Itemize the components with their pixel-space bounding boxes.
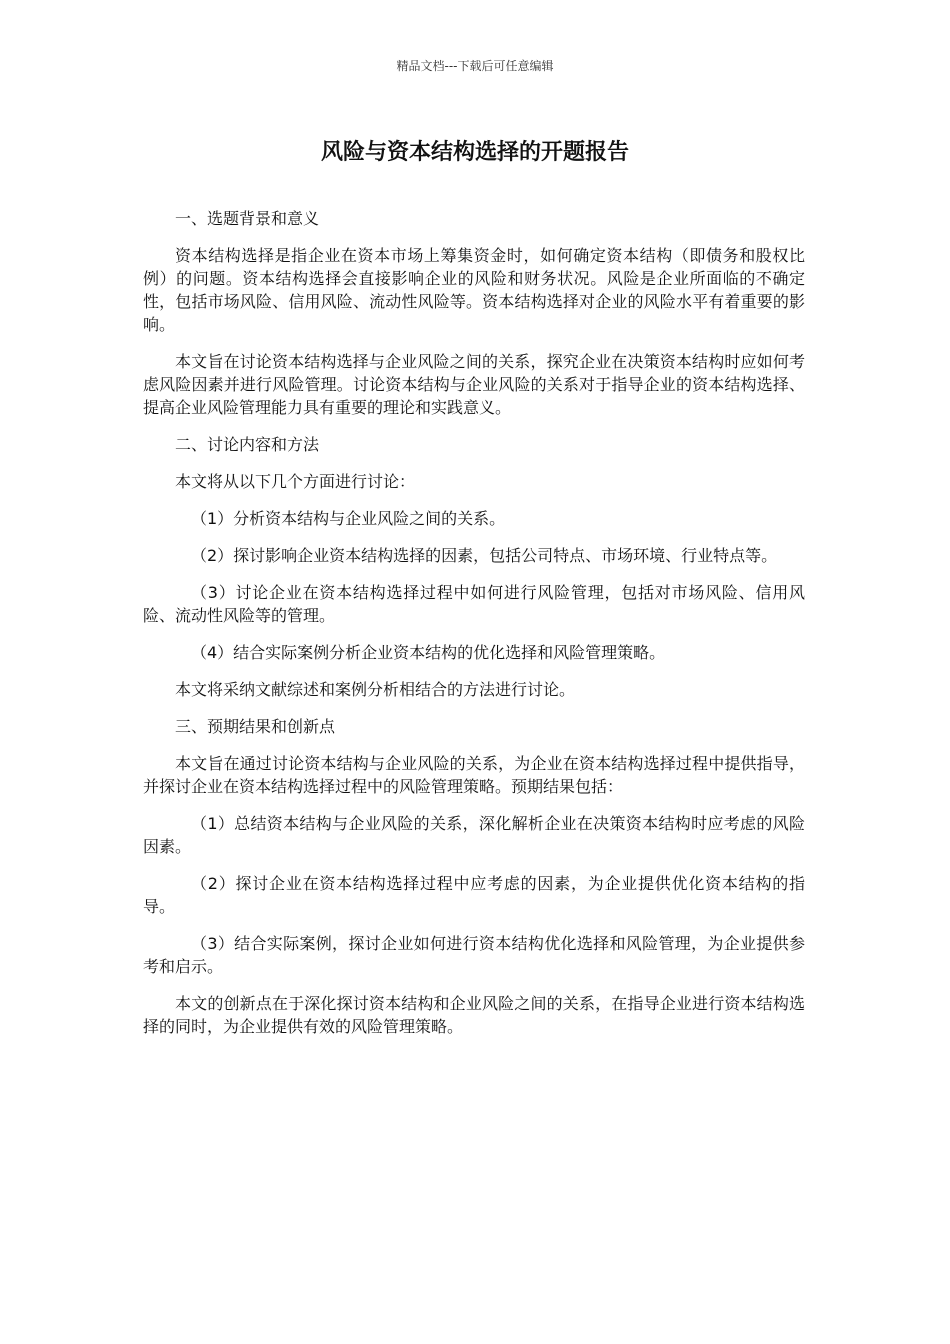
body-paragraph: 本文的创新点在于深化探讨资本结构和企业风险之间的关系，在指导企业进行资本结构选择的同时，为企业提供有效的风险管理策略。 [143, 994, 805, 1036]
body-paragraph: 本文旨在通过讨论资本结构与企业风险的关系，为企业在资本结构选择过程中提供指导，并探讨企业在资本结构选择过程中的风险管理策略。预期结果包括： [143, 754, 805, 796]
body-paragraph: 本文将从以下几个方面进行讨论： [175, 472, 416, 491]
page-header: 精品文档---下载后可任意编辑 [396, 59, 554, 73]
body-paragraph: 本文将采纳文献综述和案例分析相结合的方法进行讨论。 [175, 680, 576, 699]
list-item: （2）探讨企业在资本结构选择过程中应考虑的因素，为企业提供优化资本结构的指导。 [143, 874, 805, 916]
list-item: （2）探讨影响企业资本结构选择的因素，包括公司特点、市场环境、行业特点等。 [191, 546, 778, 565]
section-heading-content-method: 二、讨论内容和方法 [175, 435, 320, 454]
list-item: （3）结合实际案例，探讨企业如何进行资本结构优化选择和风险管理，为企业提供参考和启示。 [143, 934, 805, 976]
section-heading-background: 一、选题背景和意义 [175, 209, 320, 228]
list-item: （3）讨论企业在资本结构选择过程中如何进行风险管理，包括对市场风险、信用风险、流动性风险等的管理。 [143, 583, 805, 625]
section-heading-expected-results: 三、预期结果和创新点 [175, 717, 336, 736]
list-item: （1）总结资本结构与企业风险的关系，深化解析企业在决策资本结构时应考虑的风险因素。 [143, 814, 805, 856]
body-paragraph: 资本结构选择是指企业在资本市场上筹集资金时，如何确定资本结构（即债务和股权比例）的问题。资本结构选择会直接影响企业的风险和财务状况。风险是企业所面临的不确定性，包括市场风险、信用风险、流动性风险等。资本结构选择对企业的风险水平有着重要的影响。 [143, 246, 805, 334]
list-item: （4）结合实际案例分析企业资本结构的优化选择和风险管理策略。 [191, 643, 666, 662]
body-paragraph: 本文旨在讨论资本结构选择与企业风险之间的关系，探究企业在决策资本结构时应如何考虑风险因素并进行风险管理。讨论资本结构与企业风险的关系对于指导企业的资本结构选择、提高企业风险管理能力具有重要的理论和实践意义。 [143, 352, 805, 417]
document-body [143, 207, 805, 1052]
list-item: （1）分析资本结构与企业风险之间的关系。 [191, 509, 506, 528]
document-title: 风险与资本结构选择的开题报告 [320, 140, 629, 165]
